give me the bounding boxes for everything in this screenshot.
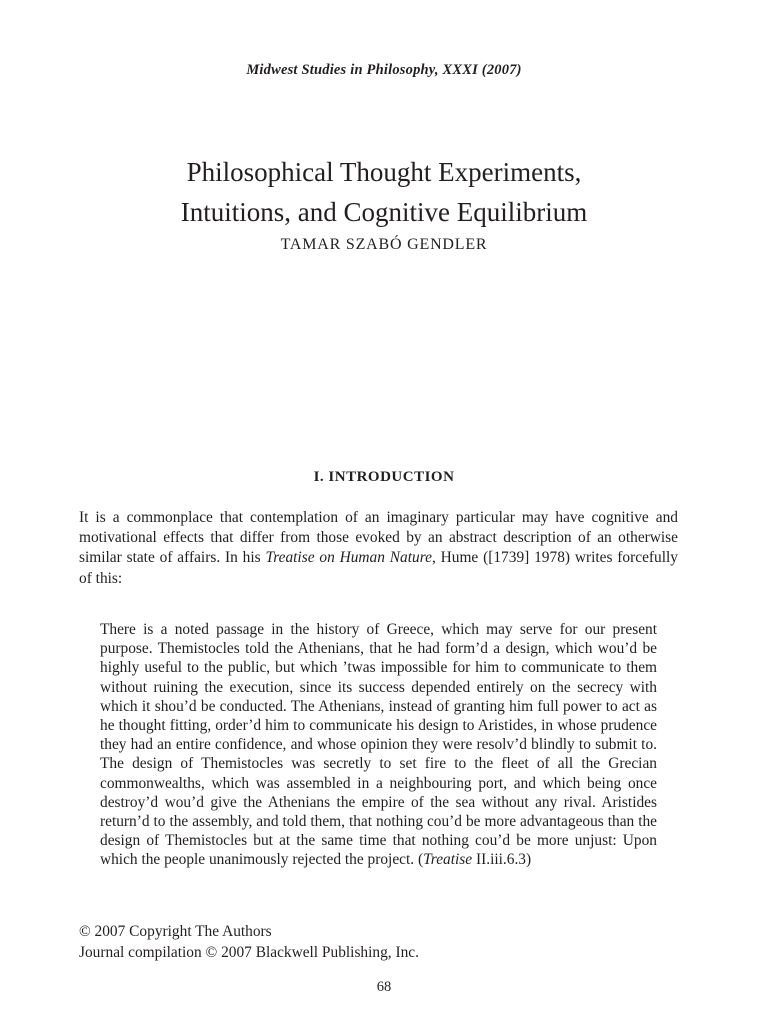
journal-header: Midwest Studies in Philosophy, XXXI (2007) [246,62,522,78]
block-quote [100,620,657,870]
quote-text-2: II.iii.6.3) [472,851,532,869]
intro-text-1: It is a commonplace that contemplation of an imaginary particular may have cognitive and motivational effects that differ from those evoked by an abstract description of an otherwise similar state of affairs. In his [79,509,678,567]
copyright-line-2: Journal compilation © 2007 Blackwell Publishing, Inc. [79,943,419,961]
quote-text-1: There is a noted passage in the history of Greece, which may serve for our present purpose. Themistocles told the Athenians, that he had form’d a design, which wou’d be highly useful to the public, but which ’twas impossible for him to communicate to them without ruining the execution, since its success depended entirely on the secrecy with which it shou’d be conducted. The Athenians, instead of granting him full power to act as he thought fitting, order’d him to communicate his design to Aristides, in whose prudence they had an entire confidence, and whose opinion they were resolv’d blindly to submit to. The design of Themistocles was secretly to set fire to the fleet of all the Grecian commonwealths, which was assembled in a neighbouring port, and which being once destroy’d wou’d give the Athenians the empire of the sea without any rival. Aristides return’d to the assembly, and told them, that nothing cou’d be more advantageous than the design of Themistocles but at the same time that nothing cou’d be more unjust: Upon which the people unanimously rejected the project. ( [100,621,657,869]
intro-paragraph [79,508,678,589]
intro-italic-title: Treatise on Human Nature [265,549,432,567]
copyright-notice [79,922,679,963]
copyright-line-1: © 2007 Copyright The Authors [79,923,272,940]
article-title-line-1: Philosophical Thought Experiments, [186,157,582,187]
quote-italic-source: Treatise [423,851,473,869]
section-heading: I. INTRODUCTION [313,469,455,485]
author-name: TAMAR SZABÓ GENDLER [280,236,488,253]
intro-text-2: , Hume ([1739] 1978) writes forcefully of this: [79,549,678,587]
article-title-line-2: Intuitions, and Cognitive Equilibrium [180,197,588,227]
page-number: 68 [376,979,392,995]
